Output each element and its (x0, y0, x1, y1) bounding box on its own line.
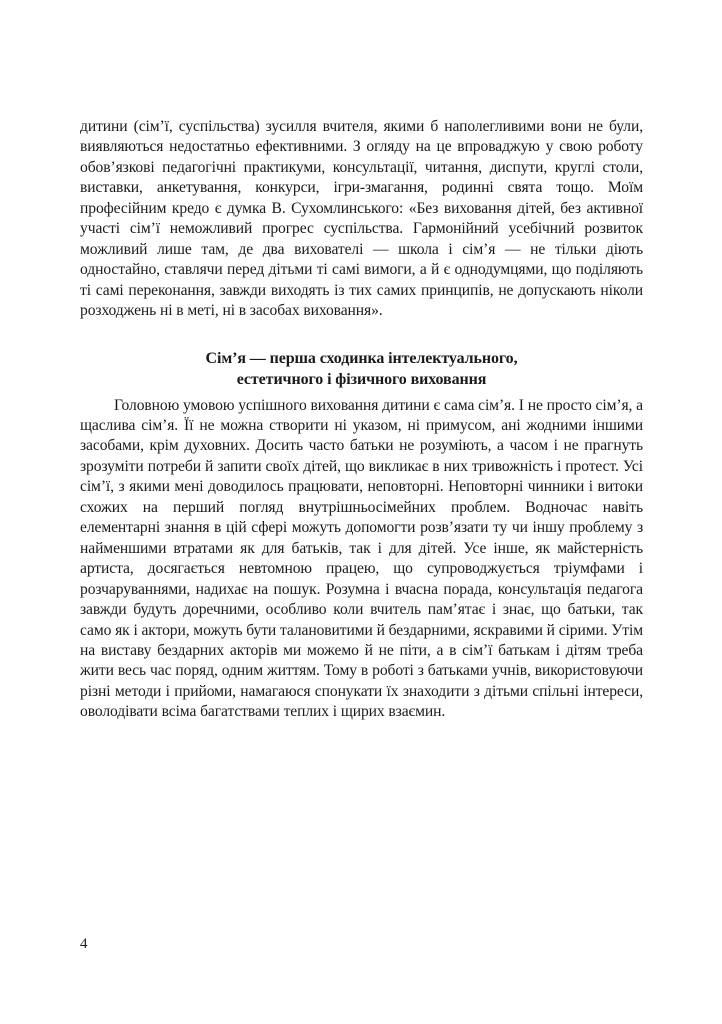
section-heading (80, 348, 643, 390)
body-paragraph-2: Головною умовою успішного виховання дитини є сама сім’я. І не просто сім’я, а щаслива сім’я. Її не можна створити ні указом, ні примусом, ані жодними іншими засобами, крім духовних. Досить часто батьки не розуміють, а часом і не прагнуть зрозуміти потреби й запити своїх дітей, що викликає в них тривожність і протест. Усі сім’ї, з якими мені доводилось працювати, неповторні. Неповторні чинники і витоки схожих на перший погляд внутрішньосімейних проблем. Водночас навіть елементарні знання в цій сфері можуть допомогти розв’язати ту чи іншу проблему з найменшими втратами як для батьків, так і для дітей. Усе інше, як майстерність артиста, досягається невтомною працею, що супроводжується тріумфами і розчаруваннями, надихає на пошук. Розумна і вчасна порада, консультація педагога завжди будуть доречними, особливо коли вчитель пам’ятає і знає, що батьки, так само як і актори, можуть бути талановитими й бездарними, яскравими й сірими. Утім на виставу бездарних акторів ми можемо й не піти, а в сім’ї батькам і дітям треба жити весь час поряд, одним життям. Тому в роботі з батьками учнів, використовуючи різні методи і прийоми, намагаюся спонукати їх знаходити з дітьми спільні інтереси, оволодівати всіма багатствами теплих і щирих взаємин. (80, 396, 643, 721)
body-paragraph-1: дитини (сім’ї, суспільства) зусилля вчителя, якими б наполегливими вони не були, виявляються недостатньо ефективними. З огляду на це впроваджую у свою роботу обов’язкові педагогічні практикуми, консультації, читання, диспути, круглі столи, виставки, анкетування, конкурси, ігри-змагання, родинні свята тощо. Моїм професійним кредо є думка В. Сухомлинського: «Без виховання дітей, без активної участі сім’ї неможливий прогрес суспільства. Гармонійний усебічний розвиток можливий лише там, де два вихователі — школа і сім’я — не тільки діють одностайно, ставлячи перед дітьми ті самі вимоги, а й є однодумцями, що поділяють ті самі переконання, завжди виходять із тих самих принципів, не допускають ніколи розходжень ні в меті, ні в засобах виховання». (80, 118, 643, 320)
section-heading-line-2: естетичного і фізичного виховання (236, 370, 487, 388)
page-number: 4 (80, 936, 88, 952)
page-content (80, 117, 643, 723)
section-heading-line-1: Сім’я — перша сходинка інтелектуального, (205, 349, 518, 367)
